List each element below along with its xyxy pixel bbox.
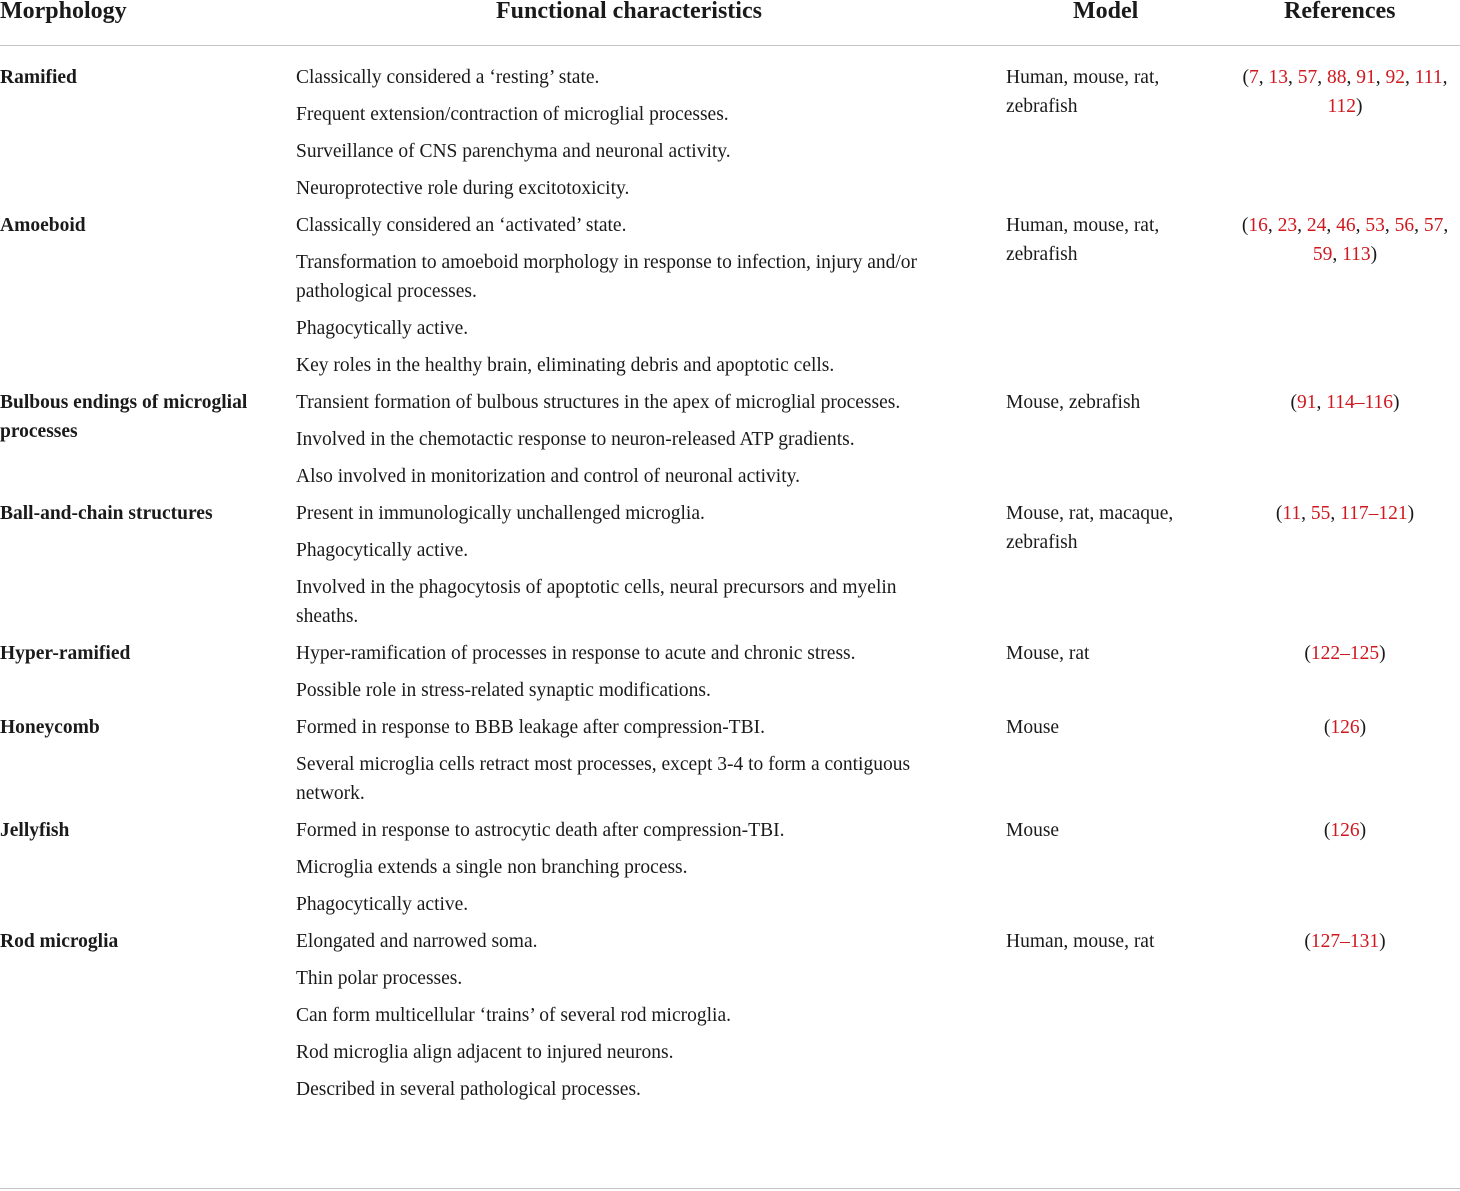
model-cell: zebrafish xyxy=(1006,532,1078,553)
references-cell xyxy=(1225,499,1460,528)
reference-punctuation: , xyxy=(1301,503,1311,524)
functional-item: Elongated and narrowed soma. xyxy=(296,931,538,952)
reference-link[interactable]: 57 xyxy=(1423,215,1444,236)
model-cell: Human, mouse, rat, xyxy=(1006,215,1160,236)
reference-punctuation: , xyxy=(1316,392,1327,413)
header-morphology: Morphology xyxy=(0,0,127,24)
bottom-rule xyxy=(0,1188,1460,1189)
reference-link[interactable]: 59 xyxy=(1312,244,1333,265)
model-cell: Human, mouse, rat, xyxy=(1006,67,1160,88)
reference-punctuation: ( xyxy=(1290,392,1297,413)
reference-punctuation: , xyxy=(1317,67,1328,88)
references-cell xyxy=(1225,63,1460,92)
reference-punctuation: ) xyxy=(1393,392,1400,413)
reference-punctuation: ( xyxy=(1242,67,1250,88)
functional-item: Thin polar processes. xyxy=(296,968,463,989)
functional-item: sheaths. xyxy=(296,606,359,627)
model-cell: zebrafish xyxy=(1006,96,1078,117)
functional-item: Described in several pathological processes. xyxy=(296,1079,641,1100)
reference-punctuation: ( xyxy=(1323,820,1331,841)
reference-link[interactable]: 117–121 xyxy=(1340,503,1408,524)
references-cell xyxy=(1225,816,1460,845)
reference-punctuation: , xyxy=(1414,215,1424,236)
reference-link[interactable]: 112 xyxy=(1327,96,1357,117)
reference-link[interactable]: 23 xyxy=(1277,215,1298,236)
reference-link[interactable]: 91 xyxy=(1296,392,1317,413)
functional-item: Involved in the chemotactic response to neuron-released ATP gradients. xyxy=(296,429,855,450)
morphology-cell: processes xyxy=(0,421,78,442)
model-cell: Mouse xyxy=(1006,717,1060,738)
functional-item: Several microglia cells retract most processes, except 3-4 to form a contiguous xyxy=(296,754,911,775)
reference-link[interactable]: 88 xyxy=(1327,67,1347,88)
references-cell xyxy=(1225,388,1460,417)
reference-punctuation: , xyxy=(1346,67,1357,88)
reference-link[interactable]: 122–125 xyxy=(1310,643,1380,664)
functional-item: Also involved in monitorization and control of neuronal activity. xyxy=(296,466,801,487)
reference-link[interactable]: 24 xyxy=(1306,215,1327,236)
reference-link[interactable]: 11 xyxy=(1282,503,1302,524)
functional-item: Key roles in the healthy brain, eliminating debris and apoptotic cells. xyxy=(296,355,835,376)
functional-item: Frequent extension/contraction of microglial processes. xyxy=(296,104,729,125)
functional-item: Formed in response to astrocytic death after compression-TBI. xyxy=(296,820,785,841)
references-cell xyxy=(1225,927,1460,956)
reference-link[interactable]: 126 xyxy=(1330,717,1360,738)
functional-item: Classically considered a ‘resting’ state. xyxy=(296,67,600,88)
reference-link[interactable]: 91 xyxy=(1356,67,1376,88)
reference-punctuation: , xyxy=(1442,67,1448,88)
references-cell xyxy=(1225,240,1460,269)
reference-link[interactable]: 46 xyxy=(1336,215,1356,236)
reference-punctuation: , xyxy=(1443,215,1449,236)
functional-item: Can form multicellular ‘trains’ of several rod microglia. xyxy=(296,1005,731,1026)
reference-punctuation: , xyxy=(1267,215,1278,236)
references-cell xyxy=(1225,211,1460,240)
morphology-cell: Jellyfish xyxy=(0,820,70,841)
functional-item: Present in immunologically unchallenged microglia. xyxy=(296,503,705,524)
functional-item: Formed in response to BBB leakage after compression-TBI. xyxy=(296,717,765,738)
header-model: Model xyxy=(1073,0,1139,24)
reference-punctuation: ) xyxy=(1356,96,1363,117)
functional-item: Rod microglia align adjacent to injured neurons. xyxy=(296,1042,674,1063)
reference-punctuation: , xyxy=(1375,67,1386,88)
morphology-cell: Hyper-ramified xyxy=(0,643,131,664)
reference-punctuation: ) xyxy=(1379,643,1386,664)
reference-punctuation: , xyxy=(1288,67,1298,88)
reference-punctuation: ( xyxy=(1304,643,1311,664)
functional-item: Surveillance of CNS parenchyma and neuronal activity. xyxy=(296,141,731,162)
functional-item: Possible role in stress-related synaptic modifications. xyxy=(296,680,711,701)
reference-punctuation: , xyxy=(1355,215,1366,236)
header-rule xyxy=(0,45,1460,46)
header-references: References xyxy=(1284,0,1396,24)
model-cell: Mouse, zebrafish xyxy=(1006,392,1141,413)
reference-punctuation: , xyxy=(1330,503,1341,524)
reference-link[interactable]: 16 xyxy=(1248,215,1268,236)
reference-punctuation: ( xyxy=(1304,931,1311,952)
morphology-cell: Amoeboid xyxy=(0,215,86,236)
reference-link[interactable]: 113 xyxy=(1342,244,1371,265)
reference-punctuation: ) xyxy=(1407,503,1415,524)
reference-link[interactable]: 126 xyxy=(1330,820,1360,841)
reference-punctuation: ( xyxy=(1241,215,1249,236)
reference-punctuation: , xyxy=(1405,67,1415,88)
reference-punctuation: ( xyxy=(1275,503,1283,524)
reference-link[interactable]: 13 xyxy=(1268,67,1289,88)
reference-punctuation: ) xyxy=(1370,244,1378,265)
references-cell xyxy=(1225,713,1460,742)
functional-item: Microglia extends a single non branching process. xyxy=(296,857,688,878)
reference-punctuation: ( xyxy=(1323,717,1331,738)
reference-punctuation: ) xyxy=(1379,931,1386,952)
reference-punctuation: , xyxy=(1384,215,1395,236)
references-cell xyxy=(1225,639,1460,668)
functional-item: Phagocytically active. xyxy=(296,318,469,339)
reference-link[interactable]: 55 xyxy=(1310,503,1331,524)
reference-link[interactable]: 114–116 xyxy=(1326,392,1394,413)
model-cell: Mouse, rat, macaque, xyxy=(1006,503,1174,524)
morphology-cell: Bulbous endings of microglial xyxy=(0,392,248,413)
functional-item: Transformation to amoeboid morphology in response to infection, injury and/or xyxy=(296,252,918,273)
reference-punctuation: , xyxy=(1297,215,1307,236)
model-cell: Mouse xyxy=(1006,820,1060,841)
reference-link[interactable]: 53 xyxy=(1365,215,1385,236)
functional-item: Involved in the phagocytosis of apoptotic cells, neural precursors and myelin xyxy=(296,577,897,598)
morphology-cell: Honeycomb xyxy=(0,717,100,738)
model-cell: Human, mouse, rat xyxy=(1006,931,1155,952)
model-cell: Mouse, rat xyxy=(1006,643,1090,664)
functional-item: Phagocytically active. xyxy=(296,540,469,561)
functional-item: Phagocytically active. xyxy=(296,894,469,915)
functional-item: Hyper-ramification of processes in response to acute and chronic stress. xyxy=(296,643,856,664)
header-functional-characteristics: Functional characteristics xyxy=(496,0,762,24)
functional-item: pathological processes. xyxy=(296,281,477,302)
functional-item: Neuroprotective role during excitotoxicity. xyxy=(296,178,630,199)
reference-link[interactable]: 92 xyxy=(1385,67,1406,88)
model-cell: zebrafish xyxy=(1006,244,1078,265)
functional-item: network. xyxy=(296,783,365,804)
reference-link[interactable]: 111 xyxy=(1414,67,1443,88)
morphology-cell: Rod microglia xyxy=(0,931,119,952)
reference-punctuation: ) xyxy=(1359,820,1367,841)
reference-punctuation: , xyxy=(1332,244,1343,265)
reference-punctuation: , xyxy=(1258,67,1269,88)
morphology-cell: Ball-and-chain structures xyxy=(0,503,213,524)
reference-link[interactable]: 57 xyxy=(1297,67,1318,88)
reference-link[interactable]: 7 xyxy=(1249,67,1259,88)
references-cell xyxy=(1225,92,1460,121)
reference-link[interactable]: 127–131 xyxy=(1310,931,1380,952)
morphology-cell: Ramified xyxy=(0,67,77,88)
functional-item: Transient formation of bulbous structures in the apex of microglial processes. xyxy=(296,392,901,413)
reference-punctuation: ) xyxy=(1359,717,1367,738)
reference-punctuation: , xyxy=(1326,215,1337,236)
functional-item: Classically considered an ‘activated’ state. xyxy=(296,215,627,236)
reference-link[interactable]: 56 xyxy=(1394,215,1415,236)
